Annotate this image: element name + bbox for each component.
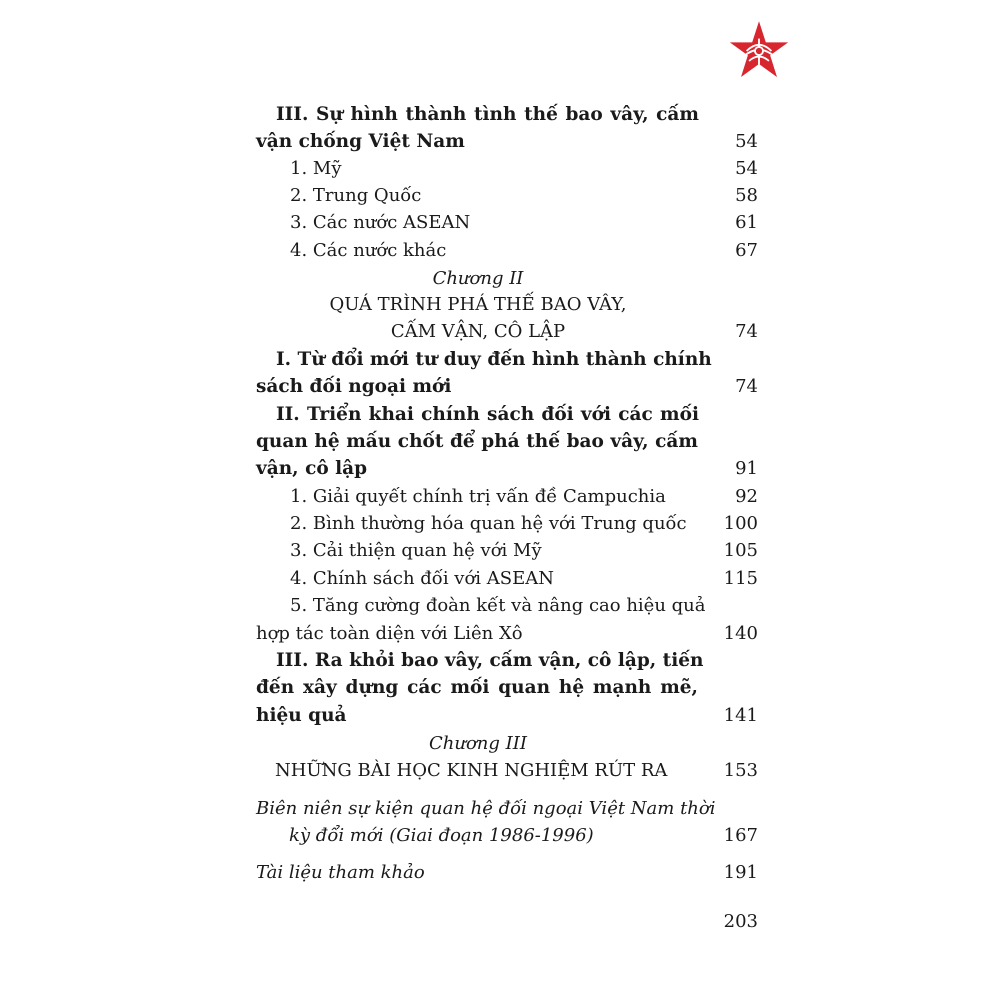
- toc-page-number: 140: [723, 623, 758, 644]
- toc-entry: 2. Trung Quốc: [290, 185, 422, 206]
- toc-page-number: 100: [723, 513, 758, 534]
- toc-page-number: 54: [735, 158, 758, 179]
- toc-page-number: 153: [723, 760, 758, 781]
- toc-page-number: 191: [723, 862, 758, 883]
- toc-page-number: 67: [735, 240, 758, 261]
- toc-entry: 2. Bình thường hóa quan hệ với Trung quốc: [290, 513, 687, 534]
- toc-section-title: quan hệ mấu chốt để phá thế bao vây, cấm: [256, 431, 698, 452]
- toc-entry: 1. Giải quyết chính trị vấn đề Campuchia: [290, 486, 666, 507]
- chapter-title: QUÁ TRÌNH PHÁ THẾ BAO VÂY,: [329, 294, 627, 315]
- toc-section-title: hiệu quả: [256, 705, 347, 726]
- toc-appendix-title: kỳ đổi mới (Giai đoạn 1986-1996): [289, 825, 594, 846]
- toc-section-title: sách đối ngoại mới: [256, 376, 452, 397]
- toc-page-number: 115: [723, 568, 758, 589]
- chapter-label: Chương III: [429, 733, 527, 754]
- toc-entry: hợp tác toàn diện với Liên Xô: [256, 623, 523, 644]
- toc-entry: 1. Mỹ: [290, 158, 342, 179]
- toc-section-title: III. Sự hình thành tình thế bao vây, cấm: [276, 104, 699, 125]
- chapter-label: Chương II: [432, 268, 524, 289]
- toc-entry: 4. Các nước khác: [290, 240, 447, 261]
- toc-page-number: 54: [735, 131, 758, 152]
- toc-page-number: 92: [735, 486, 758, 507]
- toc-page-number: 61: [735, 212, 758, 233]
- toc-entry: 5. Tăng cường đoàn kết và nâng cao hiệu quả: [290, 595, 706, 616]
- toc-page-number: 74: [735, 321, 758, 342]
- toc-page-number: 105: [723, 540, 758, 561]
- page-number: 203: [723, 911, 758, 932]
- toc-section-title: III. Ra khỏi bao vây, cấm vận, cô lập, tiến: [276, 650, 704, 671]
- toc-section-title: đến xây dựng các mối quan hệ mạnh mẽ,: [256, 677, 698, 698]
- toc-page-number: 74: [735, 376, 758, 397]
- toc-appendix-title: Biên niên sự kiện quan hệ đối ngoại Việt Nam thời: [256, 798, 716, 819]
- toc-section-title: vận chống Việt Nam: [256, 131, 465, 152]
- toc-section-title: I. Từ đổi mới tư duy đến hình thành chính: [276, 349, 712, 370]
- toc-page-number: 91: [735, 458, 758, 479]
- toc-entry: 3. Các nước ASEAN: [290, 212, 471, 233]
- toc-entry: 4. Chính sách đối với ASEAN: [290, 568, 555, 589]
- toc-section-title: vận, cô lập: [256, 458, 368, 479]
- toc-page-number: 58: [735, 185, 758, 206]
- toc-entry: 3. Cải thiện quan hệ với Mỹ: [290, 540, 542, 561]
- toc-references-title: Tài liệu tham khảo: [256, 862, 425, 883]
- chapter-title: CẤM VẬN, CÔ LẬP: [390, 321, 566, 342]
- toc-page-number: 167: [723, 825, 758, 846]
- toc-section-title: II. Triển khai chính sách đối với các mối: [276, 404, 699, 425]
- toc-page-number: 141: [723, 705, 758, 726]
- chapter-title: NHỮNG BÀI HỌC KINH NGHIỆM RÚT RA: [275, 760, 668, 781]
